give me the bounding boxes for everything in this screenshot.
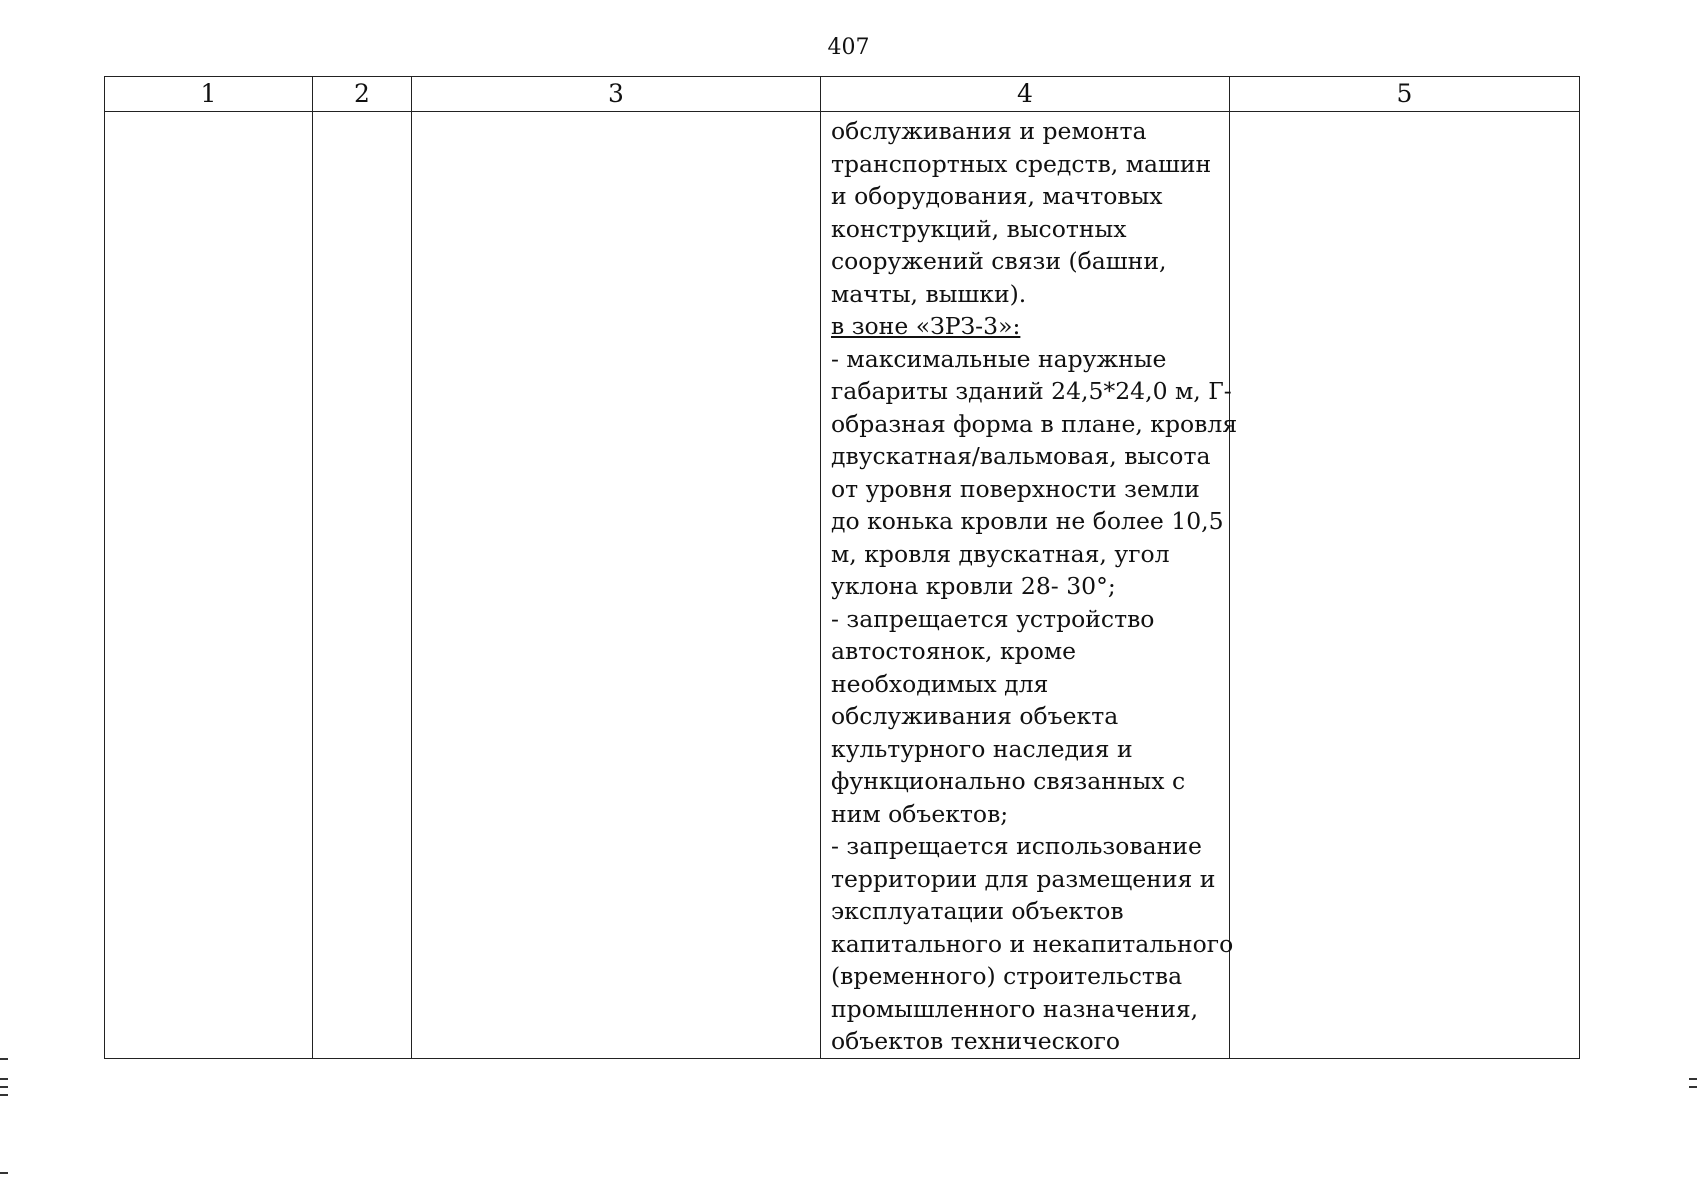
scan-edge-mark [0, 1172, 8, 1174]
zone-heading: в зоне «ЗРЗ-3»: [831, 312, 1021, 340]
text-line: территории для размещения и [831, 864, 1216, 893]
scan-edge-mark [0, 1078, 8, 1080]
scan-edge-mark [0, 1058, 8, 1060]
column-header-1: 1 [105, 77, 313, 112]
text-line: от уровня поверхности земли [831, 474, 1200, 503]
text-line: мачты, вышки). [831, 279, 1027, 308]
table-row [105, 112, 1580, 1059]
text-line: необходимых для [831, 669, 1049, 698]
text-line: до конька кровли не более 10,5 [831, 507, 1224, 535]
cell-col-1 [105, 112, 313, 1059]
table-header-row [105, 77, 1580, 112]
scan-edge-mark [1689, 1086, 1697, 1088]
regulation-text [821, 112, 1238, 1058]
text-line: (временного) строительства [831, 962, 1183, 990]
text-line: обслуживания объекта [831, 702, 1119, 730]
regulations-table [104, 76, 1580, 1059]
text-line: функционально связанных с [831, 767, 1186, 795]
column-header-3: 3 [412, 77, 821, 112]
text-line: автостоянок, кроме [831, 637, 1077, 665]
text-line: конструкций, высотных [831, 214, 1127, 243]
cell-col-5 [1230, 112, 1580, 1059]
column-header-5: 5 [1230, 77, 1580, 112]
column-header-2: 2 [313, 77, 412, 112]
text-line: ним объектов; [831, 799, 1009, 828]
text-line: двускатная/вальмовая, высота [831, 442, 1211, 470]
text-line: культурного наследия и [831, 734, 1133, 763]
text-line: м, кровля двускатная, угол [831, 539, 1170, 568]
page-number: 407 [827, 35, 870, 60]
text-line: - максимальные наружные [831, 344, 1167, 373]
text-line: капитального и некапитального [831, 929, 1234, 958]
cell-col-2 [313, 112, 412, 1059]
text-line: транспортных средств, машин [831, 149, 1212, 178]
text-line: уклона кровли 28- 30°; [831, 572, 1116, 600]
text-line: образная форма в плане, кровля [831, 409, 1238, 438]
cell-col-3 [412, 112, 821, 1059]
text-line: сооружений связи (башни, [831, 247, 1167, 275]
text-line: промышленного назначения, [831, 994, 1199, 1023]
scan-edge-mark [0, 1094, 8, 1096]
column-header-4: 4 [821, 77, 1230, 112]
text-line: - запрещается устройство [831, 604, 1155, 633]
text-line: и оборудования, мачтовых [831, 182, 1163, 210]
scan-edge-mark [1689, 1078, 1697, 1080]
text-line: обслуживания и ремонта [831, 117, 1147, 145]
text-line: объектов технического [831, 1027, 1121, 1055]
text-line: - запрещается использование [831, 832, 1202, 860]
text-line: эксплуатации объектов [831, 897, 1124, 925]
cell-col-4 [821, 112, 1238, 1059]
scan-edge-mark [0, 1086, 8, 1088]
text-line: габариты зданий 24,5*24,0 м, Г- [831, 377, 1232, 405]
